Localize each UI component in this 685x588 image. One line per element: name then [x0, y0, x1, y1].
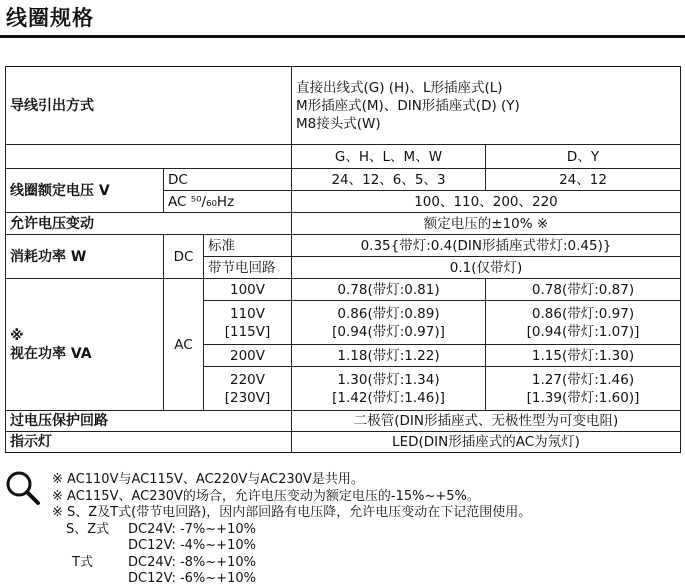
table-row — [6, 213, 681, 235]
overvolt-value: 二极管(DIN形插座式、无极性型为可变电阻) — [292, 411, 681, 432]
apparent-r2-c2 — [486, 301, 681, 345]
power-label: 消耗功率 W — [6, 235, 164, 279]
note-t-dc24-value: DC24V: -8%~+10% — [128, 554, 256, 570]
lead-line-2: M形插座式(M)、DIN形插座式(D) (Y) — [296, 97, 520, 114]
power-save: 带节电回路 — [204, 257, 292, 279]
table-row — [6, 145, 681, 169]
lead-label: 导线引出方式 — [6, 67, 292, 145]
table-row — [6, 235, 681, 257]
table-row — [6, 169, 681, 191]
overvolt-label: 过电压保护回路 — [6, 411, 292, 432]
voltage-dc-col2: 24、12 — [486, 169, 681, 191]
apparent-v3: 200V — [204, 345, 292, 367]
apparent-r4-c1-a: 1.30(带灯:1.34) — [337, 371, 440, 388]
apparent-v4-a: 220V — [229, 371, 265, 388]
apparent-r4-c2-b: [1.39(带灯:1.60)] — [526, 389, 640, 406]
lead-col2: D、Y — [486, 145, 681, 169]
note-sz-dc24-value: DC24V: -7%~+10% — [128, 521, 256, 537]
table-row — [6, 432, 681, 453]
note-sz-dc24 — [52, 522, 531, 539]
lead-line-1: 直接出线式(G) (H)、L形插座式(L) — [296, 79, 503, 96]
note-t-dc12: DC12V: -6%~+10% — [128, 571, 256, 586]
apparent-ac: AC — [164, 279, 204, 411]
note-t-label: T式 — [72, 554, 93, 570]
table-row — [6, 411, 681, 432]
apparent-v2-b: [115V] — [224, 323, 271, 340]
allow-value: 额定电压的±10% ※ — [292, 213, 681, 235]
note-sz-dc12: DC12V: -4%~+10% — [128, 538, 256, 553]
apparent-r2-c2-a: 0.86(带灯:0.97) — [531, 305, 635, 322]
lead-line-3: M8接头式(W) — [296, 115, 381, 132]
voltage-label: 线圈额定电压 V — [6, 169, 164, 213]
apparent-r2-c1-b: [0.94(带灯:0.97)] — [332, 323, 445, 340]
notes — [52, 472, 531, 588]
note-3: ※ S、Z及T式(带节电回路)，因内部回路有电压降，允许电压变动在下记范围使用。 — [52, 505, 532, 520]
voltage-dc: DC — [164, 169, 292, 191]
page-title: 线圈规格 — [6, 6, 94, 30]
note-1: ※ AC110V与AC115V、AC220V与AC230V是共用。 — [52, 472, 364, 487]
table-row — [6, 279, 681, 301]
apparent-r1-c2: 0.78(带灯:0.87) — [486, 279, 681, 301]
apparent-text: 视在功率 VA — [10, 345, 92, 362]
apparent-r4-c2-a: 1.27(带灯:1.46) — [531, 371, 635, 388]
apparent-v2 — [204, 301, 292, 345]
table-row — [6, 67, 681, 145]
apparent-label — [6, 279, 164, 411]
apparent-r3-c2: 1.15(带灯:1.30) — [486, 345, 681, 367]
coil-spec-table — [5, 66, 681, 453]
voltage-dc-col1: 24、12、6、5、3 — [292, 169, 486, 191]
note-2: ※ AC115V、AC230V的场合，允许电压变动为额定电压的-15%~+5%。 — [52, 488, 480, 504]
note-t-dc24 — [52, 555, 531, 572]
apparent-v4 — [204, 367, 292, 411]
note-sz-label: S、Z式 — [66, 521, 110, 537]
apparent-v1: 100V — [204, 279, 292, 301]
power-save-value: 0.1(仅带灯) — [292, 257, 681, 279]
apparent-r3-c1: 1.18(带灯:1.22) — [292, 345, 486, 367]
apparent-r4-c1-b: [1.42(带灯:1.46)] — [332, 389, 445, 406]
lamp-value: LED(DIN形插座式的AC为氖灯) — [292, 432, 681, 453]
lead-col1: G、H、L、M、W — [292, 145, 486, 169]
lead-spacer — [6, 145, 292, 169]
voltage-ac: AC ⁵⁰/₆₀Hz — [164, 191, 292, 213]
title-underline — [0, 35, 685, 38]
apparent-r4-c1 — [292, 367, 486, 411]
apparent-mark: ※ — [10, 327, 24, 344]
apparent-r4-c2 — [486, 367, 681, 411]
voltage-ac-value: 100、110、200、220 — [292, 191, 681, 213]
apparent-v4-b: [230V] — [224, 389, 271, 406]
apparent-v2-a: 110V — [229, 305, 265, 322]
lead-text — [292, 67, 681, 145]
magnifier-icon — [4, 470, 42, 506]
apparent-r2-c1-a: 0.86(带灯:0.89) — [337, 305, 440, 322]
apparent-r2-c2-b: [0.94(带灯:1.07)] — [526, 323, 640, 340]
apparent-r1-c1: 0.78(带灯:0.81) — [292, 279, 486, 301]
power-std: 标准 — [204, 235, 292, 257]
allow-label: 允许电压变动 — [6, 213, 292, 235]
apparent-r2-c1 — [292, 301, 486, 345]
power-std-value: 0.35{带灯:0.4(DIN形插座式带灯:0.45)} — [292, 235, 681, 257]
lamp-label: 指示灯 — [6, 432, 292, 453]
power-dc: DC — [164, 235, 204, 279]
